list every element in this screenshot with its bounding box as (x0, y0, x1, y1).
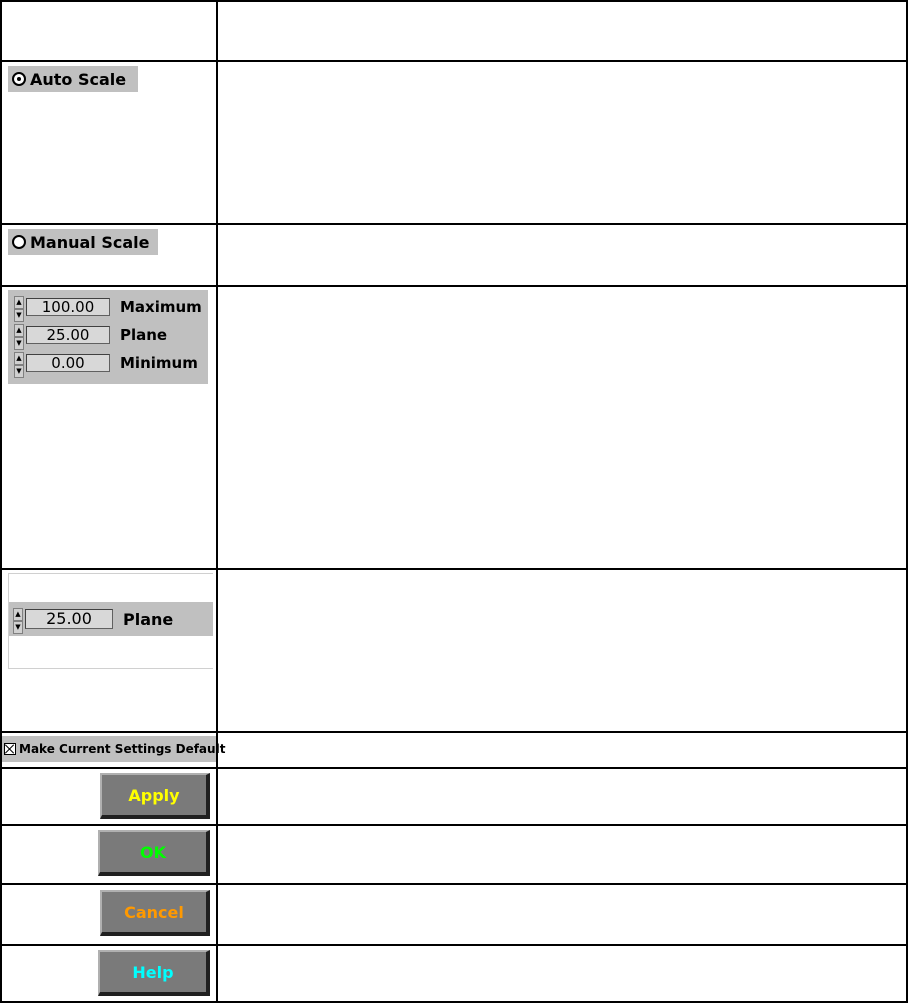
apply-description (217, 768, 907, 825)
plane-only-cell (1, 569, 217, 732)
manual-scale-cell (1, 224, 217, 286)
help-cell (1, 945, 217, 1002)
cancel-label: Cancel (124, 902, 184, 922)
default-checkbox-row (1, 732, 907, 768)
manual-fields-panel (8, 290, 208, 384)
maximum-row (8, 295, 202, 319)
default-checkbox-description (217, 732, 907, 768)
auto-scale-row (1, 61, 907, 224)
help-label: Help (132, 962, 174, 982)
plane-spinner[interactable] (14, 324, 24, 346)
plane-only-frame (8, 573, 213, 669)
maximum-label: Maximum (120, 298, 202, 316)
minimum-label: Minimum (120, 354, 198, 372)
plane-label: Plane (120, 326, 168, 344)
plane-only-row (1, 569, 907, 732)
plane-only-label: Plane (123, 609, 174, 629)
plane-row (8, 323, 167, 347)
spinner-down-icon[interactable]: ▼ (14, 309, 24, 322)
make-default-checkbox[interactable] (2, 736, 226, 762)
auto-scale-description (217, 61, 907, 224)
plane-only-input[interactable]: 25.00 (25, 609, 113, 629)
manual-scale-row (1, 224, 907, 286)
auto-scale-radio[interactable] (8, 66, 138, 92)
help-button[interactable] (98, 950, 210, 996)
manual-fields-description (217, 286, 907, 569)
help-row (1, 945, 907, 1002)
cancel-row (1, 884, 907, 945)
spinner-up-icon[interactable]: ▲ (14, 352, 24, 365)
header-cell-right (217, 1, 907, 61)
plane-only-field-row (9, 607, 173, 631)
minimum-input[interactable]: 0.00 (26, 354, 110, 372)
plane-input[interactable]: 25.00 (26, 326, 110, 344)
maximum-input[interactable]: 100.00 (26, 298, 110, 316)
spinner-down-icon[interactable]: ▼ (14, 337, 24, 350)
spinner-up-icon[interactable]: ▲ (13, 608, 23, 621)
help-description (217, 945, 907, 1002)
spinner-up-icon[interactable]: ▲ (14, 296, 24, 309)
ok-cell (1, 825, 217, 884)
minimum-row (8, 351, 198, 375)
manual-fields-row (1, 286, 907, 569)
default-checkbox-cell (1, 732, 226, 768)
radio-selected-icon (12, 72, 26, 86)
plane-only-panel (9, 602, 213, 636)
apply-row (1, 768, 907, 825)
plane-only-spinner[interactable] (13, 608, 23, 630)
ok-row (1, 825, 907, 884)
ok-label: OK (140, 842, 166, 862)
checkbox-checked-icon (4, 743, 16, 755)
manual-scale-description (217, 224, 907, 286)
make-default-label: Make Current Settings Default (19, 742, 226, 756)
spinner-down-icon[interactable]: ▼ (13, 621, 23, 634)
apply-cell (1, 768, 217, 825)
manual-scale-radio[interactable] (8, 229, 158, 255)
spinner-down-icon[interactable]: ▼ (14, 365, 24, 378)
header-row (1, 1, 907, 61)
minimum-spinner[interactable] (14, 352, 24, 374)
auto-scale-label: Auto Scale (30, 69, 127, 89)
cancel-button[interactable] (100, 890, 210, 936)
apply-label: Apply (128, 785, 180, 805)
cancel-cell (1, 884, 217, 945)
manual-scale-label: Manual Scale (30, 232, 150, 252)
apply-button[interactable] (100, 773, 210, 819)
header-cell-left (1, 1, 217, 61)
radio-unselected-icon (12, 235, 26, 249)
ok-button[interactable] (98, 830, 210, 876)
auto-scale-cell (1, 61, 217, 224)
manual-fields-cell (1, 286, 217, 569)
cancel-description (217, 884, 907, 945)
ok-description (217, 825, 907, 884)
maximum-spinner[interactable] (14, 296, 24, 318)
plane-only-description (217, 569, 907, 732)
spinner-up-icon[interactable]: ▲ (14, 324, 24, 337)
